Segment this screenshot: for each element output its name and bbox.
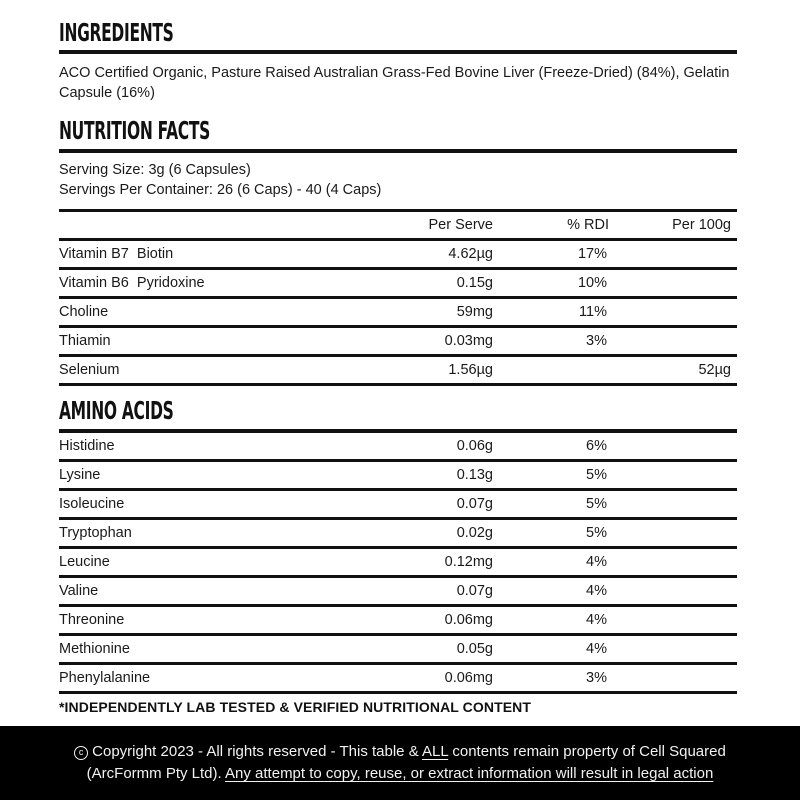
amino-name: Phenylalanine bbox=[59, 670, 151, 686]
serving-info bbox=[59, 160, 381, 200]
table-row bbox=[59, 549, 737, 578]
table-row bbox=[59, 328, 737, 357]
rdi-value: 5% bbox=[586, 496, 607, 512]
company-text: (ArcFormm Pty Ltd). bbox=[86, 765, 226, 782]
per-serve-value: 1.56µg bbox=[448, 362, 493, 378]
column-header-per-100g: Per 100g bbox=[672, 217, 731, 233]
amino-name: Tryptophan bbox=[59, 525, 132, 541]
column-header-per-serve: Per Serve bbox=[428, 217, 493, 233]
servings-per-container: Servings Per Container: 26 (6 Caps) - 40 (4 Caps) bbox=[59, 182, 382, 198]
amino-name: Threonine bbox=[59, 612, 125, 628]
all-emphasis: ALL bbox=[422, 743, 449, 760]
table-row bbox=[59, 357, 737, 386]
rdi-value: 4% bbox=[586, 612, 607, 628]
nutrient-name: Selenium bbox=[59, 362, 120, 378]
per-serve-value: 0.12mg bbox=[444, 554, 493, 570]
per-serve-value: 0.07g bbox=[456, 496, 493, 512]
per-serve-value: 0.05g bbox=[456, 641, 493, 657]
table-row bbox=[59, 270, 737, 299]
table-row bbox=[59, 241, 737, 270]
amino-name: Isoleucine bbox=[59, 496, 125, 512]
nutrient-name: Choline bbox=[59, 304, 109, 320]
rdi-value: 10% bbox=[577, 275, 607, 291]
table-row bbox=[59, 520, 737, 549]
amino-name: Histidine bbox=[59, 438, 115, 454]
table-row bbox=[59, 462, 737, 491]
per-serve-value: 59mg bbox=[456, 304, 493, 320]
ingredients-text: ACO Certified Organic, Pasture Raised Australian Grass-Fed Bovine Liver (Freeze-Dried) (84%), Gelatin Capsule (16%) bbox=[59, 65, 730, 101]
serving-size: Serving Size: 3g (6 Capsules) bbox=[59, 162, 251, 178]
table-row bbox=[59, 433, 737, 462]
amino-name: Lysine bbox=[59, 467, 101, 483]
per-serve-value: 0.06mg bbox=[444, 670, 493, 686]
rdi-value: 6% bbox=[586, 438, 607, 454]
footer-line-1 bbox=[0, 741, 800, 763]
rdi-value: 3% bbox=[586, 333, 607, 349]
per-serve-value: 0.02g bbox=[456, 525, 493, 541]
ingredients-heading: INGREDIENTS bbox=[59, 18, 174, 47]
amino-name: Valine bbox=[59, 583, 99, 599]
rdi-value: 3% bbox=[586, 670, 607, 686]
table-row bbox=[59, 578, 737, 607]
row-divider bbox=[59, 691, 737, 694]
rdi-value: 4% bbox=[586, 583, 607, 599]
copyright-icon: c bbox=[74, 746, 88, 760]
rdi-value: 4% bbox=[586, 554, 607, 570]
table-row bbox=[59, 491, 737, 520]
per-serve-value: 0.07g bbox=[456, 583, 493, 599]
table-row bbox=[59, 665, 737, 694]
rdi-value: 5% bbox=[586, 525, 607, 541]
rdi-value: 5% bbox=[586, 467, 607, 483]
row-divider bbox=[59, 383, 737, 386]
per-100g-value: 52µg bbox=[698, 362, 731, 378]
nutrition-facts-heading: NUTRITION FACTS bbox=[59, 116, 210, 145]
copyright-text: Copyright 2023 - All rights reserved - This table & bbox=[92, 743, 423, 760]
rdi-value: 11% bbox=[579, 304, 607, 320]
nutrient-name: Vitamin B7 Biotin bbox=[59, 246, 174, 262]
table-row bbox=[59, 607, 737, 636]
per-serve-value: 0.15g bbox=[456, 275, 493, 291]
amino-acids-heading: AMINO ACIDS bbox=[59, 396, 174, 425]
nutrient-name: Vitamin B6 Pyridoxine bbox=[59, 275, 205, 291]
legal-warning: Any attempt to copy, reuse, or extract information will result in legal action bbox=[225, 765, 714, 782]
property-text: contents remain property of Cell Squared bbox=[448, 743, 726, 760]
copyright-footer bbox=[0, 726, 800, 800]
lab-tested-disclaimer: *INDEPENDENTLY LAB TESTED & VERIFIED NUTRITIONAL CONTENT bbox=[59, 699, 532, 715]
table-row bbox=[59, 299, 737, 328]
table-row bbox=[59, 636, 737, 665]
per-serve-value: 0.13g bbox=[456, 467, 493, 483]
rdi-value: 17% bbox=[577, 246, 607, 262]
table-header-row bbox=[59, 212, 737, 241]
amino-name: Methionine bbox=[59, 641, 130, 657]
column-header-rdi: % RDI bbox=[567, 217, 609, 233]
per-serve-value: 0.06g bbox=[456, 438, 493, 454]
amino-name: Leucine bbox=[59, 554, 110, 570]
ingredients-divider bbox=[59, 50, 737, 54]
nutrient-name: Thiamin bbox=[59, 333, 111, 349]
footer-line-2 bbox=[0, 763, 800, 785]
per-serve-value: 0.03mg bbox=[444, 333, 493, 349]
per-serve-value: 0.06mg bbox=[444, 612, 493, 628]
per-serve-value: 4.62µg bbox=[448, 246, 493, 262]
rdi-value: 4% bbox=[586, 641, 607, 657]
nutrition-facts-divider bbox=[59, 149, 737, 153]
